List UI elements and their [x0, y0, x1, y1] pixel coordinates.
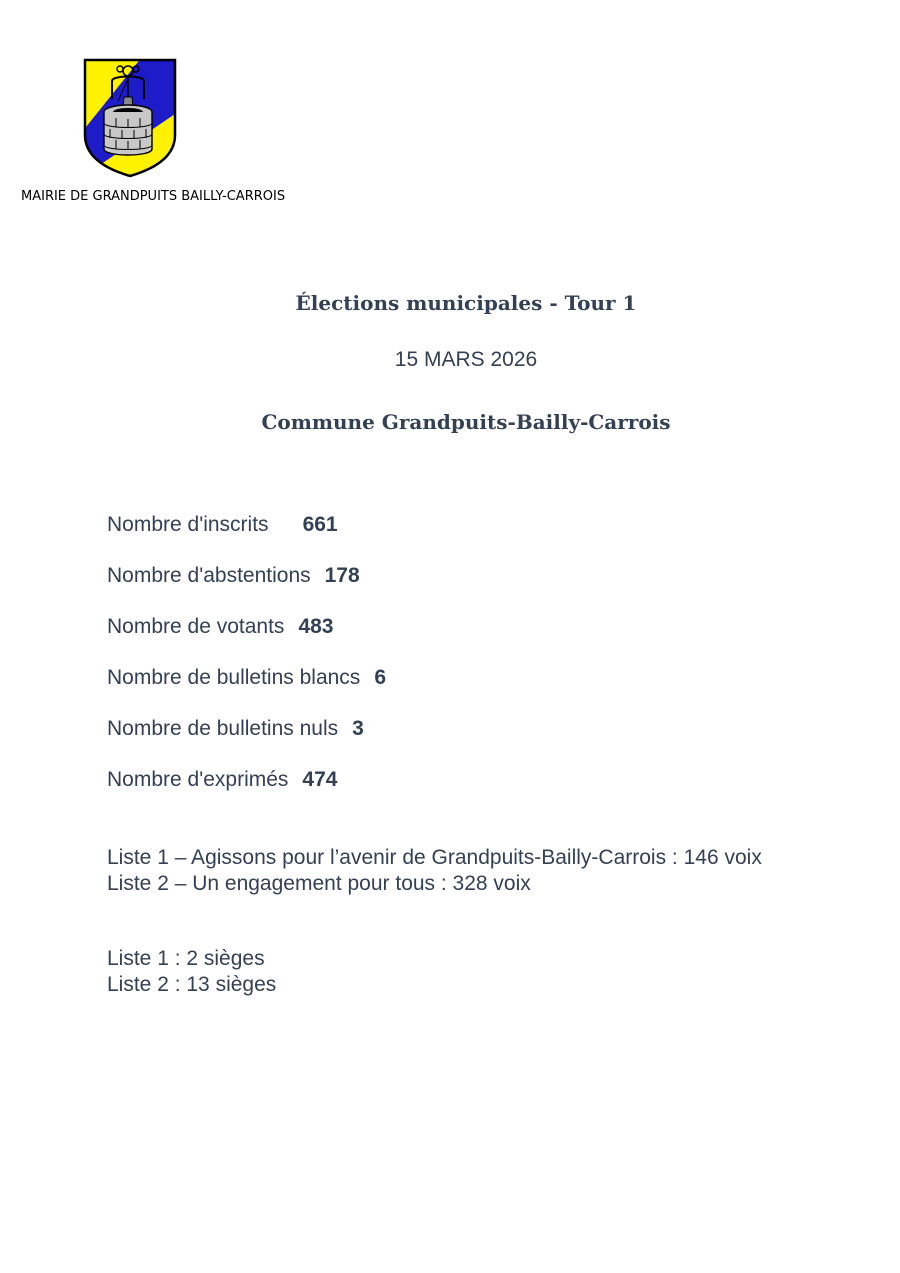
seats-liste-1: Liste 1 : 2 sièges [107, 947, 265, 970]
stat-value: 661 [302, 513, 338, 536]
result-liste-2: Liste 2 – Un engagement pour tous : 328 voix [107, 872, 531, 895]
stat-value: 483 [298, 615, 334, 638]
stat-label: Nombre d'abstentions [107, 564, 311, 587]
stat-votants [107, 615, 386, 666]
stat-exprimes [107, 768, 386, 819]
seats-list [107, 946, 276, 998]
stat-abstentions [107, 564, 386, 615]
mairie-label: MAIRIE DE GRANDPUITS BAILLY-CARROIS [21, 189, 286, 204]
coat-of-arms-icon [82, 57, 178, 179]
stat-value: 6 [374, 666, 386, 689]
stat-value: 178 [324, 564, 360, 587]
stat-label: Nombre d'exprimés [107, 768, 289, 791]
commune-name: Commune Grandpuits-Bailly-Carrois [261, 410, 671, 434]
stat-label: Nombre de bulletins nuls [107, 717, 339, 740]
results-list [107, 845, 762, 897]
result-liste-1: Liste 1 – Agissons pour l’avenir de Grandpuits-Bailly-Carrois : 146 voix [107, 846, 762, 869]
stat-label: Nombre de bulletins blancs [107, 666, 361, 689]
stat-value: 3 [352, 717, 364, 740]
stats-list [107, 513, 386, 819]
stat-label: Nombre de votants [107, 615, 285, 638]
stat-value: 474 [302, 768, 338, 791]
document-title: Élections municipales - Tour 1 [295, 291, 637, 315]
stat-label: Nombre d'inscrits [107, 513, 269, 536]
stat-nuls [107, 717, 386, 768]
seats-liste-2: Liste 2 : 13 sièges [107, 973, 277, 996]
stat-blancs [107, 666, 386, 717]
stat-inscrits [107, 513, 386, 564]
document-date: 15 MARS 2026 [394, 348, 538, 371]
